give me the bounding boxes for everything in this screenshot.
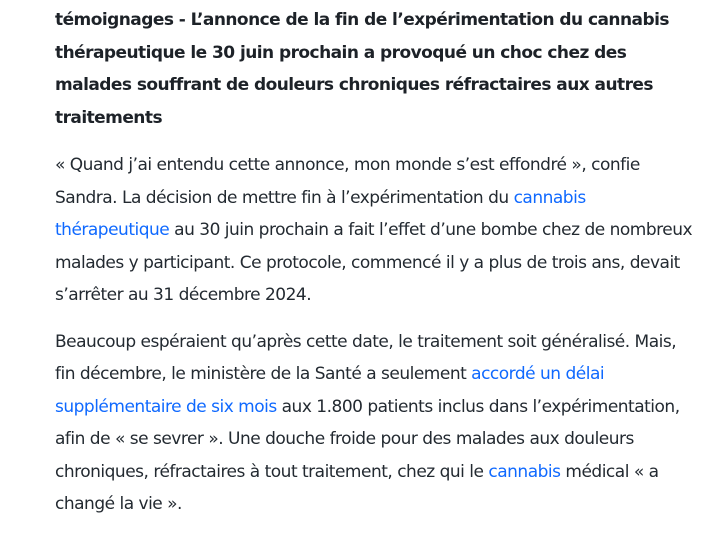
paragraph-2-text-start: Beaucoup espéraient qu’après cette date, le traitement soit généralisé. Mais, fin décembre, le ministère de la Santé a seulement [55, 331, 677, 384]
paragraph-2-text-end: médical « a changé la vie ». [55, 461, 659, 514]
paragraph-2 [55, 326, 698, 521]
paragraph-2-text-middle: aux 1.800 patients inclus dans l’expérimentation, afin de « se sevrer ». Une douche froide pour des malades aux douleurs chroniques, réfractaires à tout traitement, chez qui le [55, 396, 680, 482]
cannabis-link[interactable]: cannabis [488, 461, 561, 482]
article-lead: témoignages - L’annonce de la fin de l’expérimentation du cannabis thérapeutique le 30 juin prochain a provoqué un choc chez des malades souffrant de douleurs chroniques réfractaires aux autres traitements [55, 10, 669, 128]
paragraph-1 [55, 149, 698, 312]
delai-supplementaire-link[interactable]: accordé un délai supplémentaire de six mois [55, 364, 605, 417]
article-body [55, 4, 698, 535]
cannabis-therapeutique-link[interactable]: cannabis thérapeutique [55, 187, 586, 240]
paragraph-1-text-start: « Quand j’ai entendu cette annonce, mon monde s’est effondré », confie Sandra. La décision de mettre fin à l’expérimentation du [55, 155, 640, 208]
paragraph-1-text-end: au 30 juin prochain a fait l’effet d’une bombe chez de nombreux malades y participant. Ce protocole, commencé il y a plus de trois ans, devait s’arrêter au 31 décembre 2024. [55, 220, 693, 305]
